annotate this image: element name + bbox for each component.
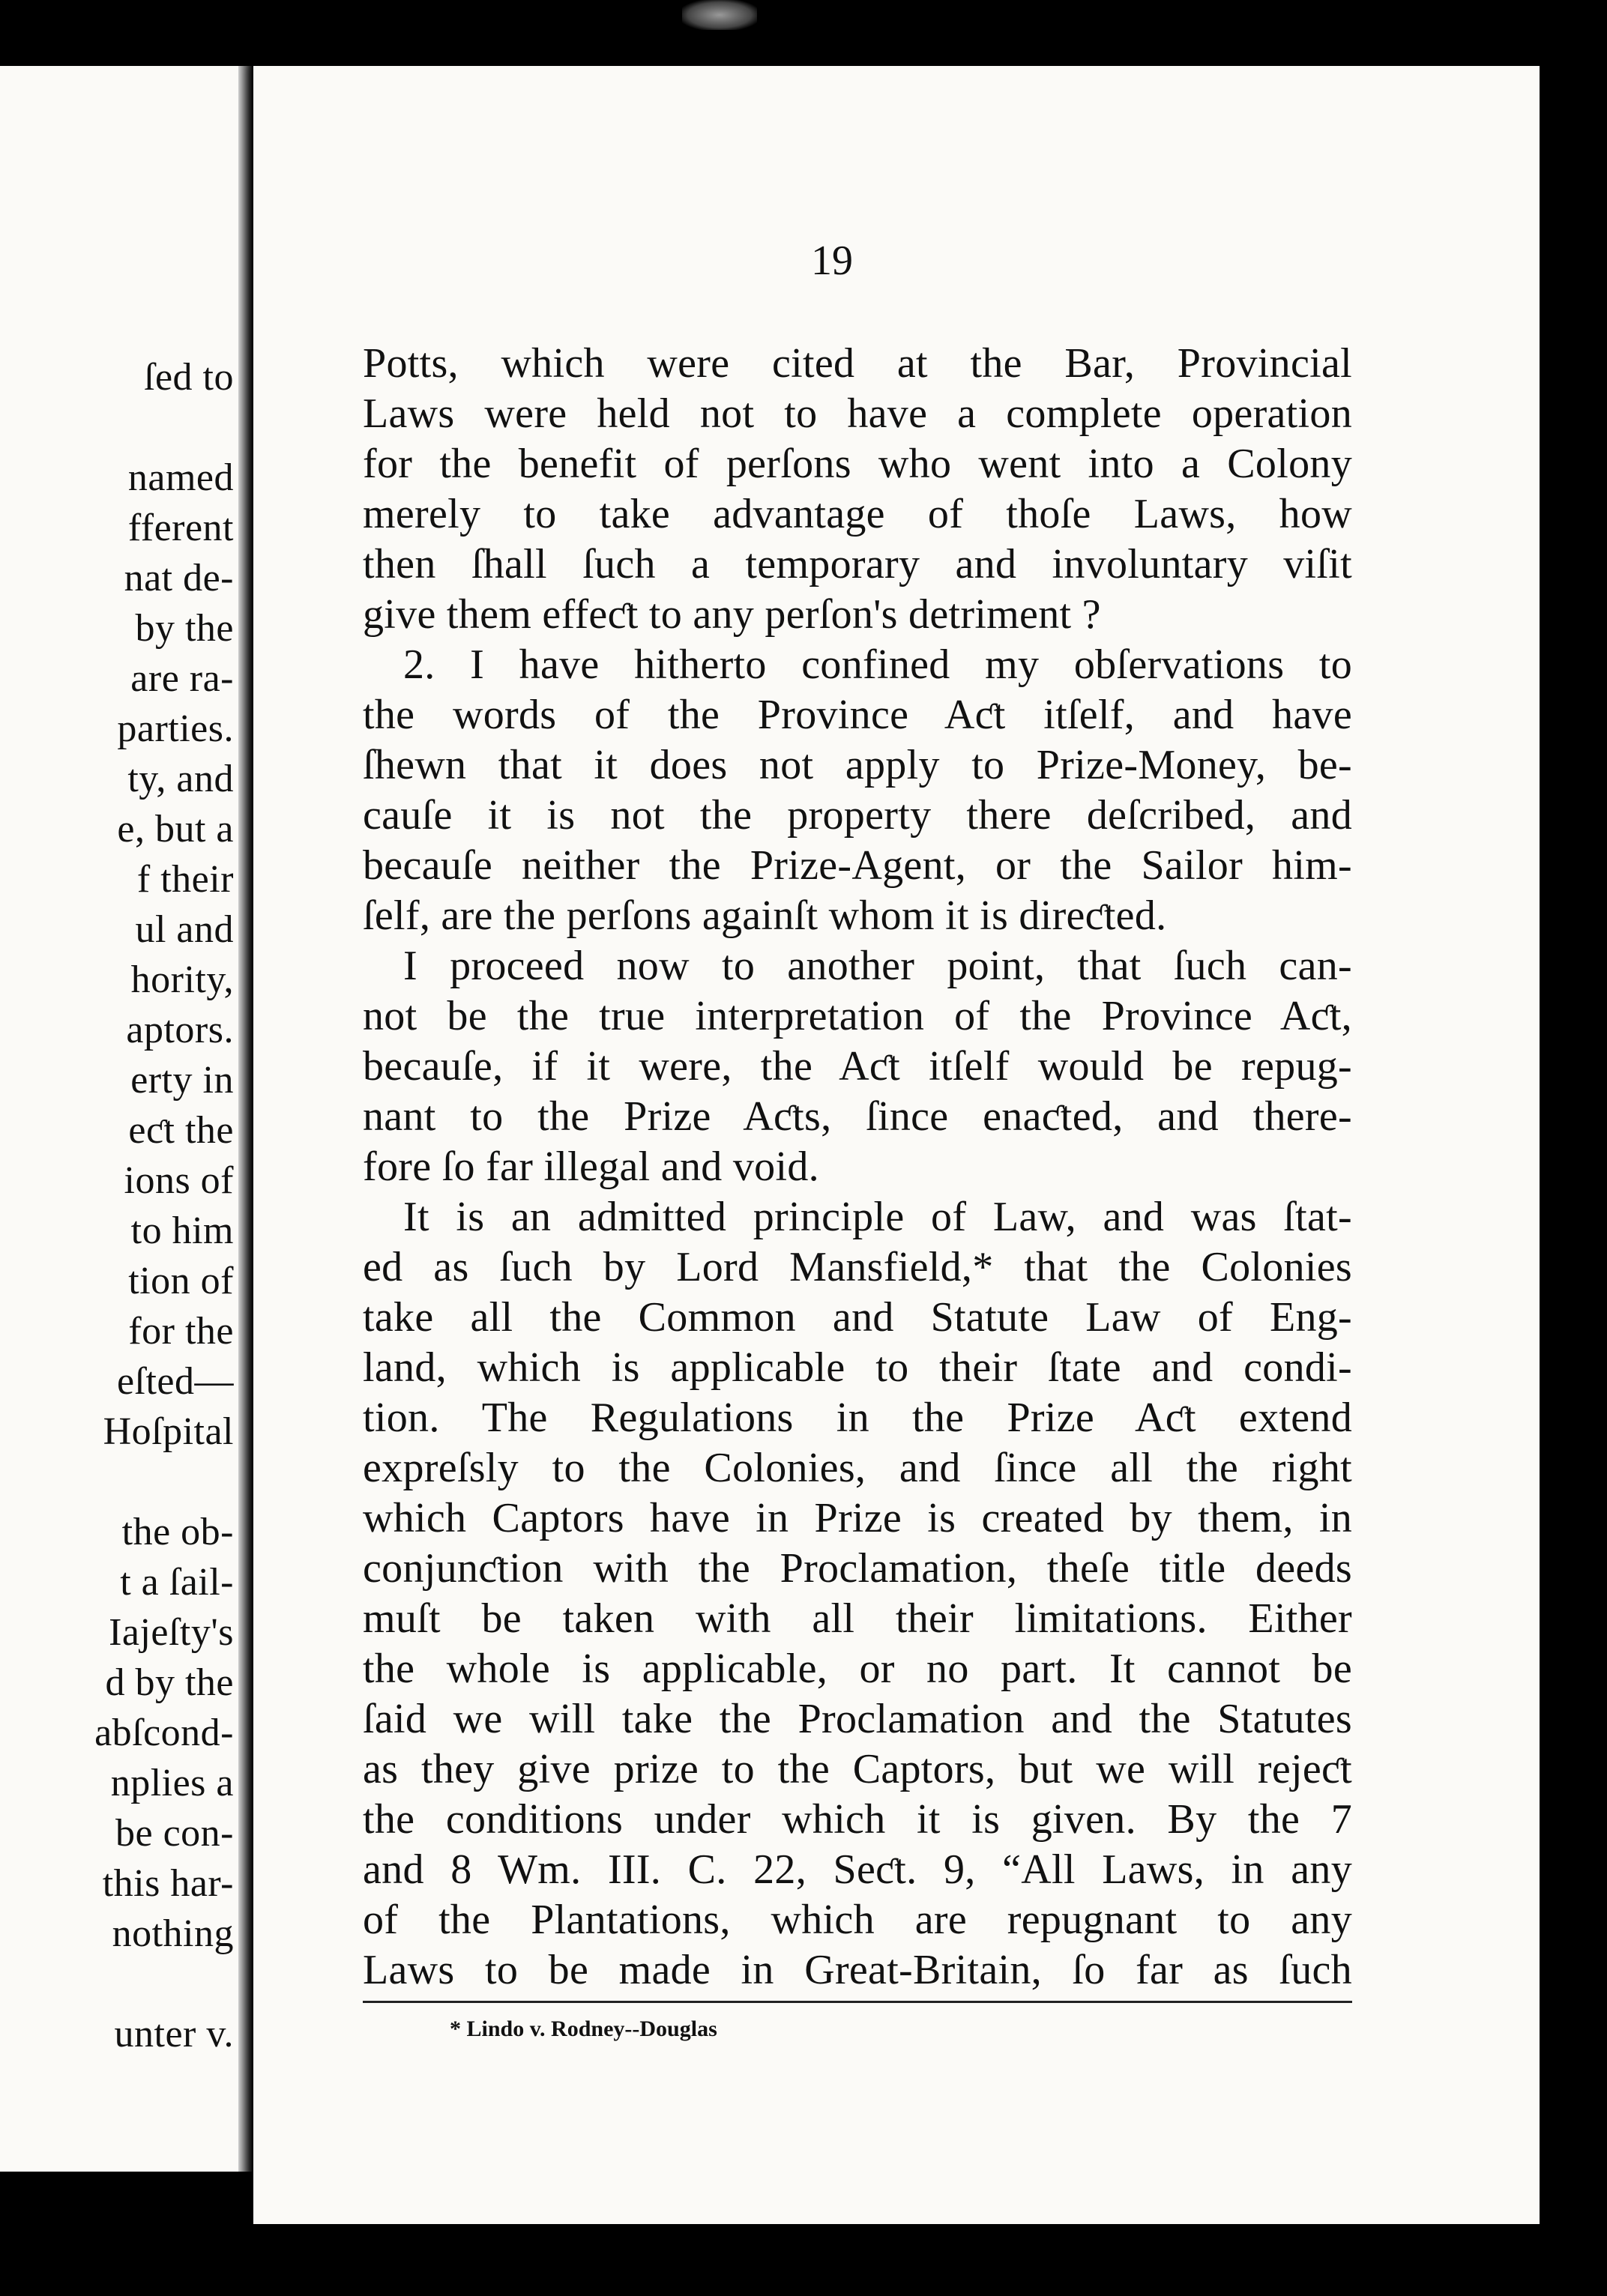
body-line: Laws were held not to have a complete operation — [363, 390, 1352, 437]
left-page-line: ul and — [135, 908, 234, 951]
body-line: conjunƈtion with the Proclamation, theſe title deeds — [363, 1545, 1352, 1592]
body-line: nant to the Prize Aƈts, ſince enaƈted, and there- — [363, 1093, 1352, 1140]
left-page-line: this har- — [102, 1862, 234, 1905]
left-page-line: ty, and — [127, 758, 234, 800]
left-page-line: by the — [135, 607, 234, 650]
body-line: becauſe, if it were, the Aƈt itſelf would be repug- — [363, 1043, 1352, 1090]
body-line: as they give prize to the Captors, but we will rejeƈt — [363, 1746, 1352, 1792]
left-page-line: the ob- — [121, 1511, 234, 1553]
body-line: 2. I have hitherto confined my obſervations to — [403, 641, 1352, 688]
body-line: Potts, which were cited at the Bar, Provincial — [363, 340, 1352, 387]
left-page-line: hority, — [130, 958, 234, 1001]
body-line: tion. The Regulations in the Prize Aƈt extend — [363, 1395, 1352, 1441]
left-page-line: Hoſpital — [103, 1410, 234, 1453]
body-line: which Captors have in Prize is created by them, in — [363, 1495, 1352, 1541]
body-line: for the benefit of perſons who went into a Colony — [363, 441, 1352, 487]
body-line: I proceed now to another point, that ſuch can- — [403, 943, 1352, 989]
left-page-line: to him — [130, 1209, 234, 1252]
left-page-line: aptors. — [126, 1009, 234, 1051]
left-page-line: fferent — [127, 507, 234, 549]
left-page-line: nplies a — [110, 1762, 234, 1804]
left-page-line: erty in — [130, 1059, 234, 1102]
body-line: It is an admitted principle of Law, and was ſtat- — [403, 1194, 1352, 1240]
left-page-line: for the — [128, 1310, 234, 1353]
footnote-rule — [363, 2001, 1352, 2003]
body-line: ſhewn that it does not apply to Prize-Money, be- — [363, 742, 1352, 788]
body-line: give them effeƈt to any perſon's detriment ? — [363, 591, 1101, 638]
body-line: of the Plantations, which are repugnant to any — [363, 1897, 1352, 1943]
left-page-line: unter v. — [114, 2013, 234, 2055]
body-line: expreſsly to the Colonies, and ſince all the right — [363, 1445, 1352, 1491]
left-page-line: nothing — [112, 1912, 234, 1955]
body-line: ſaid we will take the Proclamation and the Statutes — [363, 1696, 1352, 1742]
body-line: muſt be taken with all their limitations. Either — [363, 1595, 1352, 1642]
left-page-line: named — [127, 456, 234, 499]
body-line: land, which is applicable to their ſtate and condi- — [363, 1344, 1352, 1391]
left-page-line: eƈt the — [128, 1109, 234, 1152]
left-page-line: ſed to — [144, 356, 234, 399]
left-page-line: nat de- — [124, 557, 234, 599]
body-line: fore ſo far illegal and void. — [363, 1144, 819, 1190]
book-gutter — [238, 66, 252, 2172]
body-line: the conditions under which it is given. By the 7 — [363, 1796, 1352, 1843]
left-page-line: abſcond- — [94, 1712, 234, 1754]
body-line: take all the Common and Statute Law of Eng- — [363, 1294, 1352, 1341]
body-line: Laws to be made in Great-Britain, ſo far as ſuch — [363, 1947, 1352, 1993]
left-page-line: eſted— — [116, 1360, 234, 1403]
left-page-line: t a ſail- — [120, 1561, 234, 1604]
body-line: cauſe it is not the property there deſcribed, and — [363, 792, 1352, 839]
body-line: and 8 Wm. III. C. 22, Seƈt. 9, “All Laws, in any — [363, 1846, 1352, 1893]
left-facing-page — [0, 66, 238, 2172]
left-page-line: tion of — [128, 1260, 234, 1302]
body-line: not be the true interpretation of the Province Aƈt, — [363, 993, 1352, 1039]
left-page-line: are ra- — [130, 657, 234, 700]
page-number: 19 — [811, 238, 853, 284]
left-page-line: Iajeſty's — [109, 1611, 234, 1654]
left-page-line: parties. — [117, 707, 234, 750]
body-line: merely to take advantage of thoſe Laws, how — [363, 491, 1352, 537]
scan-blot — [682, 0, 757, 30]
body-text — [363, 339, 1352, 1996]
left-page-line: d by the — [105, 1661, 234, 1704]
footnote: * Lindo v. Rodney--Douglas — [450, 2016, 717, 2041]
body-line: ſelf, are the perſons againſt whom it is direƈted. — [363, 892, 1167, 939]
left-page-line: be con- — [115, 1812, 234, 1855]
body-line: the words of the Province Aƈt itſelf, and have — [363, 692, 1352, 738]
body-line: becauſe neither the Prize-Agent, or the Sailor him- — [363, 842, 1352, 889]
body-line: ed as ſuch by Lord Mansfield,* that the Colonies — [363, 1244, 1352, 1290]
body-line: then ſhall ſuch a temporary and involuntary viſit — [363, 541, 1352, 587]
body-line: the whole is applicable, or no part. It cannot be — [363, 1646, 1352, 1692]
left-page-line: e, but a — [117, 808, 234, 851]
left-page-line: ions of — [124, 1159, 234, 1202]
left-page-line: f their — [136, 858, 234, 901]
